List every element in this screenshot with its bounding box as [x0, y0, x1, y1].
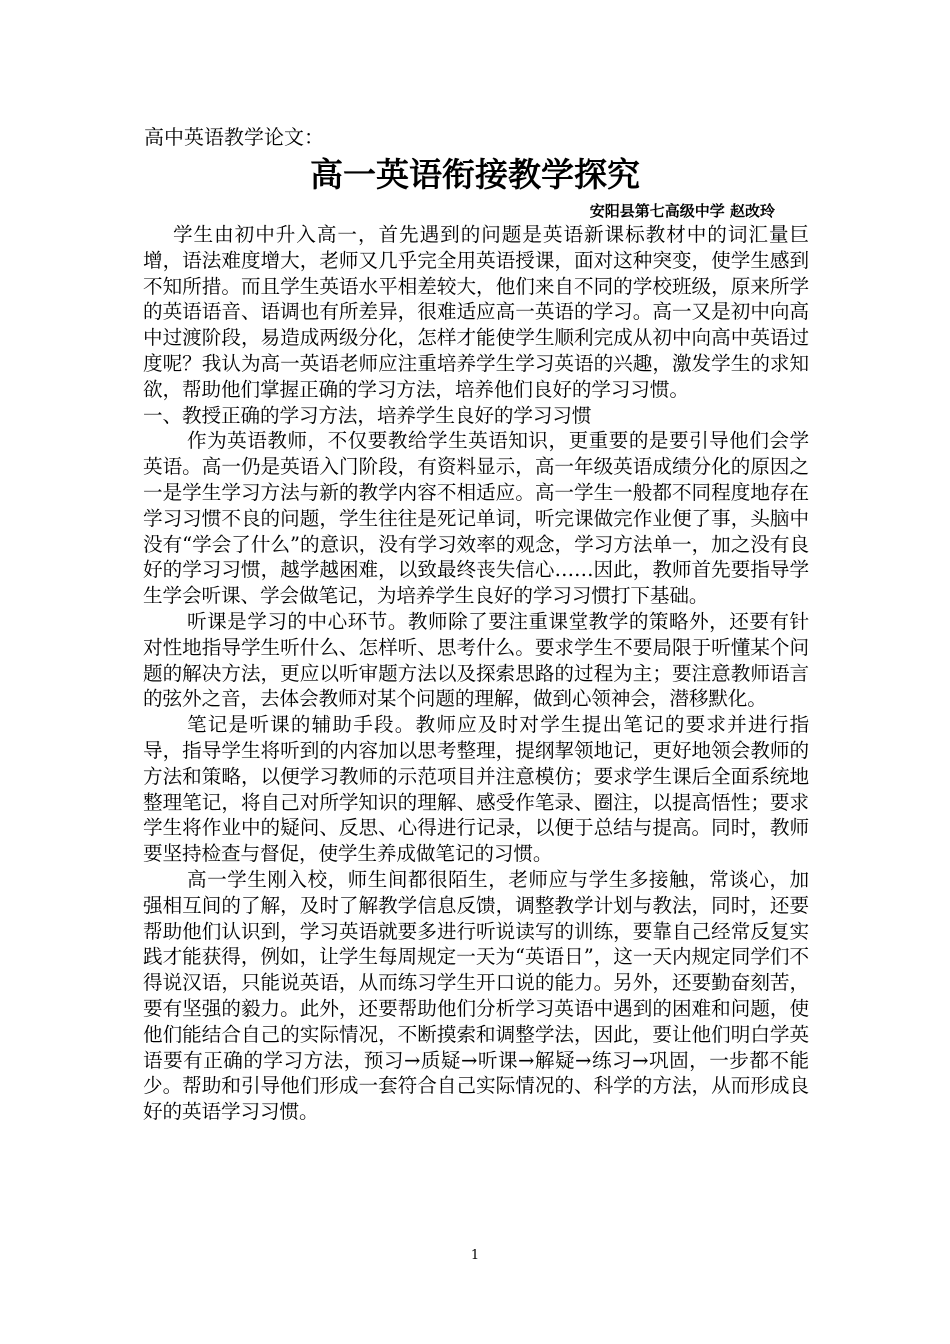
body-paragraph: 笔记是听课的辅助手段。教师应及时对学生提出笔记的要求并进行指导，指导学生将听到的内容加以思考整理，提纲挈领地记，更好地领会教师的方法和策略，以便学习教师的示范项目并注意模仿；要求学生课后全面系统地整理笔记，将自己对所学知识的理解、感受作笔录、圈注，以提高悟性；要求学生将作业中的疑问、反思、心得进行记录，以便于总结与提高。同时，教师要坚持检查与督促，使学生养成做笔记的习惯。 [143, 713, 809, 866]
body-paragraph: 听课是学习的中心环节。教师除了要注重课堂教学的策略外，还要有针对性地指导学生听什么、怎样听、思考什么。要求学生不要局限于听懂某个问题的解决方法，更应以听审题方法以及探索思路的过程为主；要注意教师语言的弦外之音，去体会教师对某个问题的理解，做到心领神会，潜移默化。 [143, 609, 809, 711]
body-paragraph: 作为英语教师，不仅要教给学生英语知识，更重要的是要引导他们会学英语。高一仍是英语入门阶段，有资料显示，高一年级英语成绩分化的原因之一是学生学习方法与新的教学内容不相适应。高一学生一般都不同程度地存在学习习惯不良的问题，学生往往是死记单词，听完课做完作业便了事，头脑中没有“学会了什么”的意识，没有学习效率的观念，学习方法单一，加之没有良好的学习习惯，越学越困难，以致最终丧失信心……因此，教师首先要指导学生学会听课、学会做笔记，为培养学生良好的学习习惯打下基础。 [143, 429, 809, 608]
document-kicker: 高中英语教学论文： [144, 125, 324, 149]
document-title: 高一英语衔接教学探究 [310, 155, 640, 194]
body-paragraph: 高一学生刚入校，师生间都很陌生，老师应与学生多接触，常谈心，加强相互间的了解，及时了解教学信息反馈，调整教学计划与教法，同时，还要帮助他们认识到，学习英语就要多进行听说读写的训练，要靠自己经常反复实践才能获得，例如，让学生每周规定一天为“英语日”，这一天内规定同学们不得说汉语，只能说英语，从而练习学生开口说的能力。另外，还要勤奋刻苦，要有坚强的毅力。此外，还要帮助他们分析学习英语中遇到的困难和问题，使他们能结合自己的实际情况，不断摸索和调整学法，因此，要让他们明白学英语要有正确的学习方法，预习→质疑→听课→解疑→练习→巩固，一步都不能少。帮助和引导他们形成一套符合自己实际情况的、科学的方法，从而形成良好的英语学习习惯。 [143, 867, 809, 1124]
section-heading: 一、教授正确的学习方法，培养学生良好的学习习惯 [143, 403, 592, 427]
page-number: 1 [470, 1248, 480, 1263]
intro-paragraph: 学生由初中升入高一，首先遇到的问题是英语新课标教材中的词汇量巨增，语法难度增大，老师又几乎完全用英语授课，面对这种突变，使学生感到不知所措。而且学生英语水平相差较大，他们来自不同的学校班级，原来所学的英语语音、语调也有所差异，很难适应高一英语的学习。高一又是初中向高中过渡阶段，易造成两级分化，怎样才能使学生顺利完成从初中向高中英语过度呢？我认为高一英语老师应注重培养学生学习英语的兴趣，激发学生的求知欲，帮助他们掌握正确的学习方法，培养他们良好的学习习惯。 [143, 223, 809, 401]
author-byline: 安阳县第七高级中学 赵改玲 [589, 202, 775, 220]
document-body [143, 222, 809, 1125]
